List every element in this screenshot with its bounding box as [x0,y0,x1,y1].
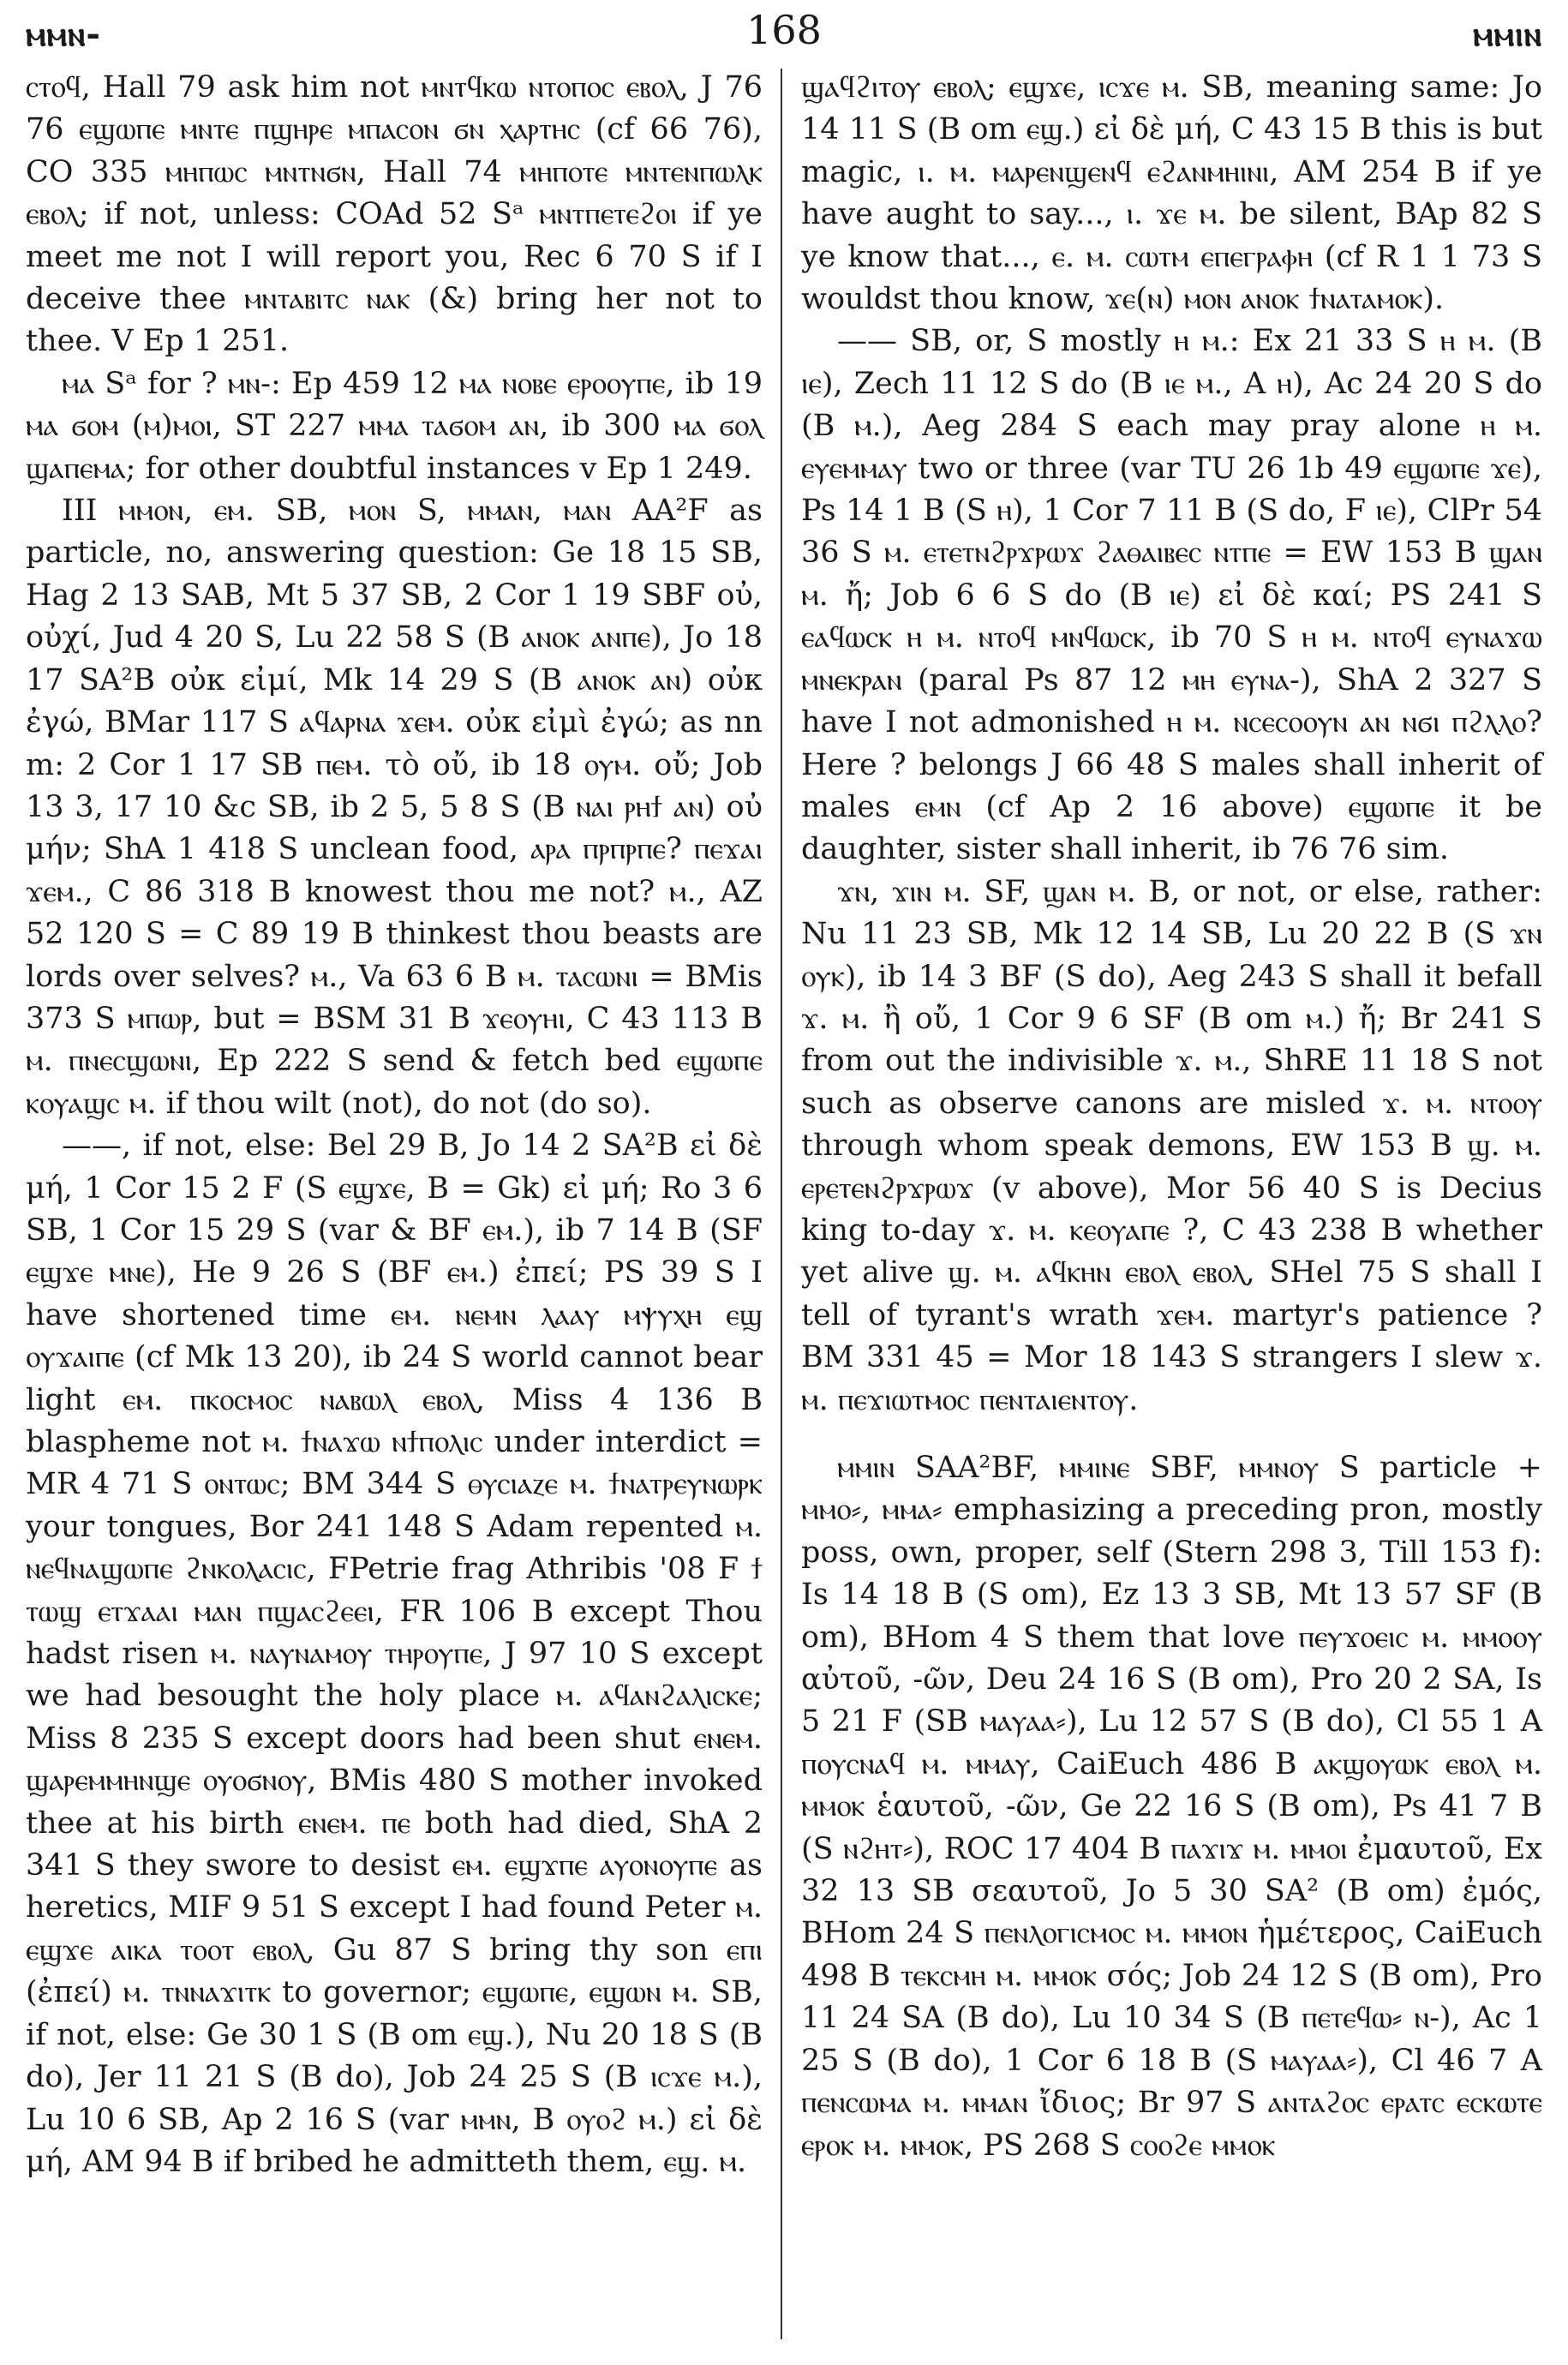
right-column [801,67,1542,2167]
entry-paragraph: ϫⲛ, ϫⲓⲛ ⲙ. SF, ϣⲁⲛ ⲙ. B, or not, or else, rather: Nu 11 23 SB, Mk 12 14 SB, Lu 20 22 B (S ϫⲛ ⲟⲩⲕ), ib 14 3 BF (S do), Aeg 243 S shall it befall ϫ. ⲙ. ἢ οὔ, 1 Cor 9 6 SF (B om ⲙ.) ἤ; Br 241 S from out the indivisible ϫ. ⲙ., ShRE 11 18 S not such as observe canons are misled ϫ. ⲙ. ⲛⲧⲟⲟⲩ through whom speak demons, EW 153 B ϣ. ⲙ. ⲉⲣⲉⲧⲉⲛϩⲣϫⲣⲱϫ (v above), Mor 56 40 S is Decius king to-day ϫ. ⲙ. ⲕⲉⲟⲩⲁⲡⲉ ?, C 43 238 B whether yet alive ϣ. ⲙ. ⲁϥⲕⲏⲛ ⲉⲃⲟⲗ ⲉⲃⲟⲗ, SHel 75 S shall I tell of tyrant's wrath ϫⲉⲙ. martyr's patience ? BM 331 45 = Mor 18 143 S strangers I slew ϫ. ⲙ. ⲡⲉϫⲓⲱⲧⲙⲟⲥ ⲡⲉⲛⲧⲁⲓⲉⲛⲧⲟⲩ. [801,874,1542,1417]
right-headword: ⲙⲙⲓⲛ [1473,14,1542,54]
running-header [26,7,1542,58]
entry-paragraph: ϣⲁϥϩⲓⲧⲟⲩ ⲉⲃⲟⲗ; ⲉϣϫⲉ, ⲓⲥϫⲉ ⲙ. SB, meaning same: Jo 14 11 S (B om ⲉϣ.) εἰ δὲ μή, C 43 15 B this is but magic, ⲓ. ⲙ. ⲙⲁⲣⲉⲛϣⲉⲛϥ ⲉϩⲁⲛⲙⲏⲓⲛⲓ, AM 254 B if ye have aught to say..., ⲓ. ϫⲉ ⲙ. be silent, BAp 82 S ye know that..., ⲉ. ⲙ. ⲥⲱⲧⲙ ⲉⲡⲉⲅⲣⲁⲫⲏ (cf R 1 1 73 S wouldst thou know, ϫⲉ(ⲛ) ⲙⲟⲛ ⲁⲛⲟⲕ ϯⲛⲁⲧⲁⲙⲟⲕ). [801,70,1542,317]
left-column [26,67,763,2183]
entry-paragraph: III ⲙⲙⲟⲛ, ⲉⲙ. SB, ⲙⲟⲛ S, ⲙⲙⲁⲛ, ⲙⲁⲛ AA²F as particle, no, answering question: Ge 18 15 SB, Hag 2 13 SAB, Mt 5 37 SB, 2 Cor 1 19 SBF οὐ, οὐχί, Jud 4 20 S, Lu 22 58 S (B ⲁⲛⲟⲕ ⲁⲛⲡⲉ), Jo 18 17 SA²B οὐκ εἰμί, Mk 14 29 S (B ⲁⲛⲟⲕ ⲁⲛ) οὐκ ἐγώ, BMar 117 S ⲁϥⲁⲣⲛⲁ ϫⲉⲙ. οὐκ εἰμὶ ἐγώ; as nn m: 2 Cor 1 17 SB ⲡⲉⲙ. τὸ οὔ, ib 18 ⲟⲩⲙ. οὔ; Job 13 3, 17 10 &c SB, ib 2 5, 5 8 S (B ⲛⲁⲓ ⲣⲏϯ ⲁⲛ) οὐ μήν; ShA 1 418 S unclean food, ⲁⲣⲁ ⲡⲣⲡⲣⲡⲉ? ⲡⲉϫⲁⲓ ϫⲉⲙ., C 86 318 B knowest thou me not? ⲙ., AZ 52 120 S = C 89 19 B thinkest thou beasts are lords over selves? ⲙ., Va 63 6 B ⲙ. ⲧⲁⲥⲱⲛⲓ = BMis 373 S ⲙⲡⲱⲣ, but = BSM 31 B ϫⲉⲟⲩⲏⲓ, C 43 113 B ⲙ. ⲡⲛⲉⲥϣⲱⲛⲓ, Ep 222 S send & fetch bed ⲉϣⲱⲡⲉ ⲕⲟⲩⲁϣⲥ ⲙ. if thou wilt (not), do not (do so). [26,494,763,1121]
entry-paragraph: —— SB, or, S mostly ⲏ ⲙ.: Ex 21 33 S ⲏ ⲙ. (B ⲓⲉ), Zech 11 12 S do (B ⲓⲉ ⲙ., A ⲏ), Ac 24 20 S do (B ⲙ.), Aeg 284 S each may pray alone ⲏ ⲙ. ⲉⲩⲉⲙⲙⲁⲩ two or three (var TU 26 1b 49 ⲉϣⲱⲡⲉ ϫⲉ), Ps 14 1 B (S ⲏ), 1 Cor 7 11 B (S do, F ⲓⲉ), ClPr 54 36 S ⲙ. ⲉⲧⲉⲧⲛϩⲣϫⲣⲱϫ ϩⲁⲑⲁⲓⲃⲉⲥ ⲛⲧⲡⲉ = EW 153 B ϣⲁⲛ ⲙ. ἤ; Job 6 6 S do (B ⲓⲉ) εἰ δὲ καί; PS 241 S ⲉⲁϥⲱⲥⲕ ⲏ ⲙ. ⲛⲧⲟϥ ⲙⲛϥⲱⲥⲕ, ib 70 S ⲏ ⲙ. ⲛⲧⲟϥ ⲉⲩⲛⲁϫⲱ ⲙⲛⲉⲕⲣⲁⲛ (paral Ps 87 12 ⲙⲏ ⲉⲩⲛⲁ-), ShA 2 327 S have I not admonished ⲏ ⲙ. ⲛⲥⲉⲥⲟⲟⲩⲛ ⲁⲛ ⲛϭⲓ ⲡϩⲗⲗⲟ? Here ? belongs J 66 48 S males shall inherit of males ⲉⲙⲛ (cf Ap 2 16 above) ⲉϣⲱⲡⲉ it be daughter, sister shall inherit, ib 76 76 sim. [801,324,1542,867]
entry-paragraph: ⲙⲁ Sᵃ for ? ⲙⲛ-: Ep 459 12 ⲙⲁ ⲛⲟⲃⲉ ⲉⲣⲟⲟⲩⲡⲉ, ib 19 ⲙⲁ ϭⲟⲙ (ⲙ)ⲙⲟⲓ, ST 227 ⲙⲙⲁ ⲧⲁϭⲟⲙ ⲁⲛ, ib 300 ⲙⲁ ϭⲟⲗ ϣⲁⲡⲉⲙⲁ; for other doubtful instances v Ep 1 249. [26,366,763,486]
page-number: 168 [746,7,822,53]
entry-paragraph: ——, if not, else: Bel 29 B, Jo 14 2 SA²B εἰ δὲ μή, 1 Cor 15 2 F (S ⲉϣϫⲉ, B = Gk) εἰ μή; Ro 3 6 SB, 1 Cor 15 29 S (var & BF ⲉⲙ.), ib 7 14 B (SF ⲉϣϫⲉ ⲙⲛⲉ), He 9 26 S (BF ⲉⲙ.) ἐπεί; PS 39 S I have shortened time ⲉⲙ. ⲛⲉⲙⲛ ⲗⲁⲁⲩ ⲙⲯⲩⲭⲏ ⲉϣ ⲟⲩϫⲁⲓⲡⲉ (cf Mk 13 20), ib 24 S world cannot bear light ⲉⲙ. ⲡⲕⲟⲥⲙⲟⲥ ⲛⲁⲃⲱⲗ ⲉⲃⲟⲗ, Miss 4 136 B blaspheme not ⲙ. ϯⲛⲁϫⲱ ⲛϯⲡⲟⲗⲓⲥ under interdict = MR 4 71 S ⲟⲛⲧⲱⲥ; BM 344 S ⲑⲩⲥⲓⲁⲍⲉ ⲙ. ϯⲛⲁⲧⲣⲉⲩⲛⲱⲣⲕ your tongues, Bor 241 148 S Adam repented ⲙ. ⲛⲉϥⲛⲁϣⲱⲡⲉ ϩⲛⲕⲟⲗⲁⲥⲓⲥ, FPetrie frag Athribis '08 F ϯ ⲧⲱϣ ⲉⲧϫⲁⲁⲓ ⲙⲁⲛ ⲡϣⲁⲥϩⲉⲉⲓ, FR 106 B except Thou hadst risen ⲙ. ⲛⲁⲩⲛⲁⲙⲟⲩ ⲧⲏⲣⲟⲩⲡⲉ, J 97 10 S except we had besought the holy place ⲙ. ⲁϥⲁⲛϩⲁⲗⲓⲥⲕⲉ; Miss 8 235 S except doors had been shut ⲉⲛⲉⲙ. ϣⲁⲣⲉⲙⲙⲏⲛϣⲉ ⲟⲩⲟϭⲛⲟⲩ, BMis 480 S mother invoked thee at his birth ⲉⲛⲉⲙ. ⲡⲉ both had died, ShA 2 341 S they swore to desist ⲉⲙ. ⲉϣϫⲡⲉ ⲁⲩⲟⲛⲟⲩⲡⲉ as heretics, MIF 9 51 S except I had found Peter ⲙ. ⲉϣϫⲉ ⲁⲓⲕⲁ ⲧⲟⲟⲧ ⲉⲃⲟⲗ, Gu 87 S bring thy son ⲉⲡⲓ (ἐπεί) ⲙ. ⲧⲛⲛⲁϫⲓⲧⲕ to governor; ⲉϣⲱⲡⲉ, ⲉϣⲱⲛ ⲙ. SB, if not, else: Ge 30 1 S (B om ⲉϣ.), Nu 20 18 S (B do), Jer 11 21 S (B do), Job 24 25 S (B ⲓⲥϫⲉ ⲙ.), Lu 10 6 SB, Ap 2 16 S (var ⲙⲙⲛ, B ⲟⲩⲟϩ ⲙ.) εἰ δὲ μή, AM 94 B if bribed he admitteth them, ⲉϣ. ⲙ. [26,1129,763,2179]
entry-paragraph: ⲙⲙⲓⲛ SAA²BF, ⲙⲙⲓⲛⲉ SBF, ⲙⲙⲛⲟⲩ S particle + ⲙⲙⲟ⸗, ⲙⲙⲁ⸗ emphasizing a preceding pron, mostly poss, own, proper, self (Stern 298 3, Till 153 f): Is 14 18 B (S om), Ez 13 3 SB, Mt 13 57 SF (B om), BHom 4 S them that love ⲡⲉⲩϫⲟⲉⲓⲥ ⲙ. ⲙⲙⲟⲟⲩ αὐτοῦ, -ῶν, Deu 24 16 S (B om), Pro 20 2 SA, Is 5 21 F (SB ⲙⲁⲩⲁⲁ⸗), Lu 12 57 S (B do), Cl 55 1 A ⲡⲟⲩⲥⲛⲁϥ ⲙ. ⲙⲙⲁⲩ, CaiEuch 486 B ⲁⲕϣⲟⲩⲱⲕ ⲉⲃⲟⲗ ⲙ. ⲙⲙⲟⲕ ἑαυτοῦ, -ῶν, Ge 22 16 S (B om), Ps 41 7 B (S ⲛϩⲏⲧ⸗), ROC 17 404 B ⲡⲁϫⲓϫ ⲙ. ⲙⲙⲟⲓ ἐμαυτοῦ, Ex 32 13 SB σεαυτοῦ, Jo 5 30 SA² (B om) ἐμός, BHom 24 S ⲡⲉⲛⲗⲟⲅⲓⲥⲙⲟⲥ ⲙ. ⲙⲙⲟⲛ ἡμέτερος, CaiEuch 498 B ⲧⲉⲕⲥⲙⲏ ⲙ. ⲙⲙⲟⲕ σός; Job 24 12 S (B om), Pro 11 24 SA (B do), Lu 10 34 S (B ⲡⲉⲧⲉϥⲱ⸗ ⲛ-), Ac 1 25 S (B do), 1 Cor 6 18 B (S ⲙⲁⲩⲁⲁ⸗), Cl 46 7 A ⲡⲉⲛⲥⲱⲙⲁ ⲙ. ⲙⲙⲁⲛ ἴδιος; Br 97 S ⲁⲛⲧⲁϩⲟⲥ ⲉⲣⲁⲧⲥ ⲉⲥⲕⲱⲧⲉ ⲉⲣⲟⲕ ⲙ. ⲙⲙⲟⲕ, PS 268 S ⲥⲟⲟϩⲉ ⲙⲙⲟⲕ [801,1451,1542,2163]
column-divider [781,69,782,2339]
left-headword: ⲙⲙⲛ- [26,14,102,54]
entry-paragraph: ⲥⲧⲟϥ, Hall 79 ask him not ⲙⲛⲧϥⲕⲱ ⲛⲧⲟⲡⲟⲥ ⲉⲃⲟⲗ, J 76 76 ⲉϣⲱⲡⲉ ⲙⲛⲧⲉ ⲡϣⲏⲣⲉ ⲙⲡⲁⲥⲟⲛ ϭⲛ ⲭⲁⲣⲧⲏⲥ (cf 66 76), CO 335 ⲙⲏⲡⲱⲥ ⲙⲛⲧⲛϭⲛ, Hall 74 ⲙⲏⲡⲟⲧⲉ ⲙⲛⲧⲉⲛⲡⲱⲗⲕ ⲉⲃⲟⲗ; if not, unless: COAd 52 Sᵃ ⲙⲛⲧⲡⲉⲧⲉϩⲟⲓ if ye meet me not I will report you, Rec 6 70 S if I deceive thee ⲙⲛⲧⲁⲃⲓⲧⲥ ⲛⲁⲕ (&) bring her not to thee. V Ep 1 251. [26,70,763,359]
